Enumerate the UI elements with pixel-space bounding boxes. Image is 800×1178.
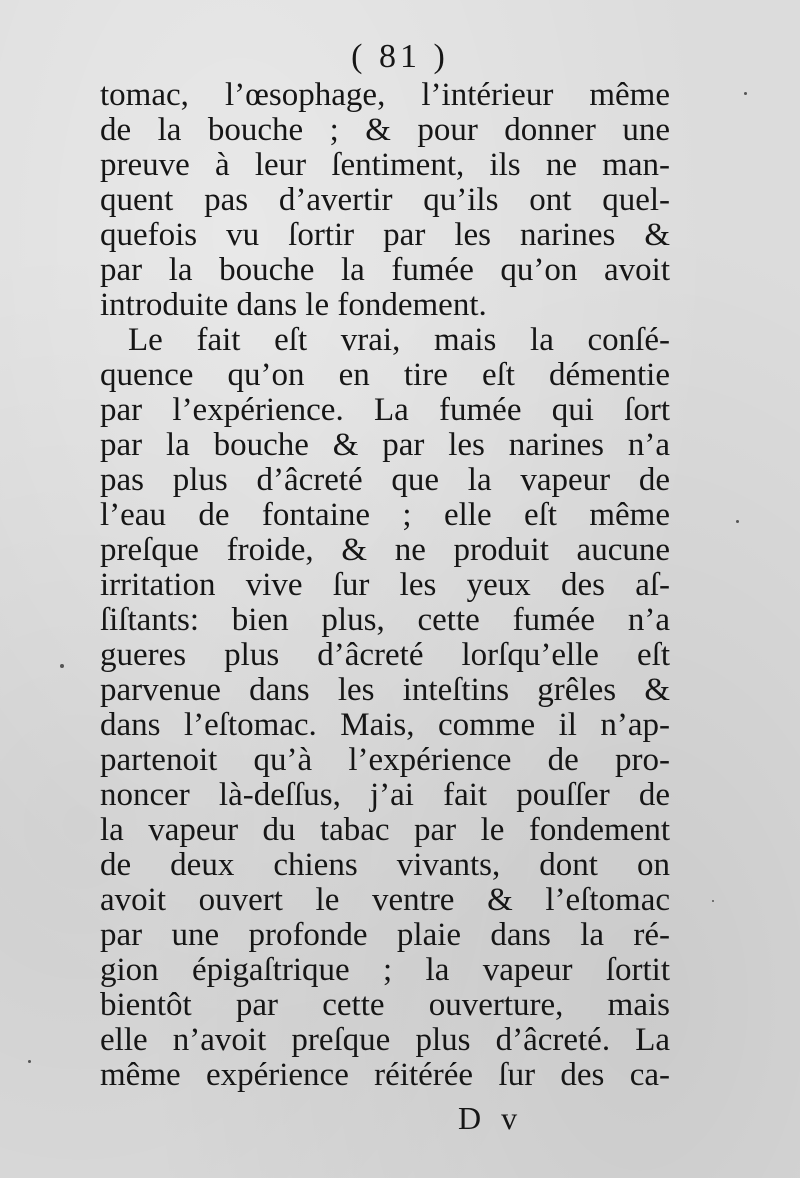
text-line: ſiſtants: bien plus, cette fumée n’a xyxy=(100,602,670,638)
text-line: preuve à leur ſentiment, ils ne man- xyxy=(100,147,670,183)
body-text xyxy=(100,78,670,1093)
text-line: gueres plus d’âcreté lorſqu’elle eſt xyxy=(100,637,670,673)
text-line: la vapeur du tabac par le fondement xyxy=(100,812,670,848)
text-line: avoit ouvert le ventre & l’eſtomac xyxy=(100,882,670,918)
text-line: quence qu’on en tire eſt démentie xyxy=(100,357,670,393)
text-line: par la bouche & par les narines n’a xyxy=(100,427,670,463)
text-line: parvenue dans les inteſtins grêles & xyxy=(100,672,670,708)
text-line: tomac, l’œsophage, l’intérieur même xyxy=(100,77,670,113)
text-line: par la bouche la fumée qu’on avoit xyxy=(100,252,670,288)
page-number: ( 81 ) xyxy=(351,38,449,75)
text-line: dans l’eſtomac. Mais, comme il n’ap- xyxy=(100,707,670,743)
paper-speck xyxy=(744,92,747,95)
signature-mark: D v xyxy=(458,1100,524,1136)
text-line: elle n’avoit preſque plus d’âcreté. La xyxy=(100,1022,670,1058)
text-line: par une profonde plaie dans la ré- xyxy=(100,917,670,953)
text-line: par l’expérience. La fumée qui ſort xyxy=(100,392,670,428)
text-line: partenoit qu’à l’expérience de pro- xyxy=(100,742,670,778)
text-line: irritation vive ſur les yeux des aſ- xyxy=(100,567,670,603)
text-line: preſque froide, & ne produit aucune xyxy=(100,532,670,568)
text-line: pas plus d’âcreté que la vapeur de xyxy=(100,462,670,498)
paragraph-end-line: introduite dans le fondement. xyxy=(100,287,487,323)
text-line: quent pas d’avertir qu’ils ont quel- xyxy=(100,182,670,218)
paper-speck xyxy=(736,520,739,523)
text-line: de la bouche ; & pour donner une xyxy=(100,112,670,148)
paragraph-start-line: Le fait eſt vrai, mais la conſé- xyxy=(128,322,670,358)
text-line: même expérience réitérée ſur des ca- xyxy=(100,1057,670,1093)
paper-speck xyxy=(60,664,64,668)
text-line: quefois vu ſortir par les narines & xyxy=(100,217,670,253)
paper-speck xyxy=(28,1060,31,1063)
paper-speck xyxy=(712,900,714,902)
text-line: gion épigaſtrique ; la vapeur ſortit xyxy=(100,952,670,988)
text-line: bientôt par cette ouverture, mais xyxy=(100,987,670,1023)
text-line: de deux chiens vivants, dont on xyxy=(100,847,670,883)
text-line: l’eau de fontaine ; elle eſt même xyxy=(100,497,670,533)
text-line: noncer là-deſſus, j’ai fait pouſſer de xyxy=(100,777,670,813)
